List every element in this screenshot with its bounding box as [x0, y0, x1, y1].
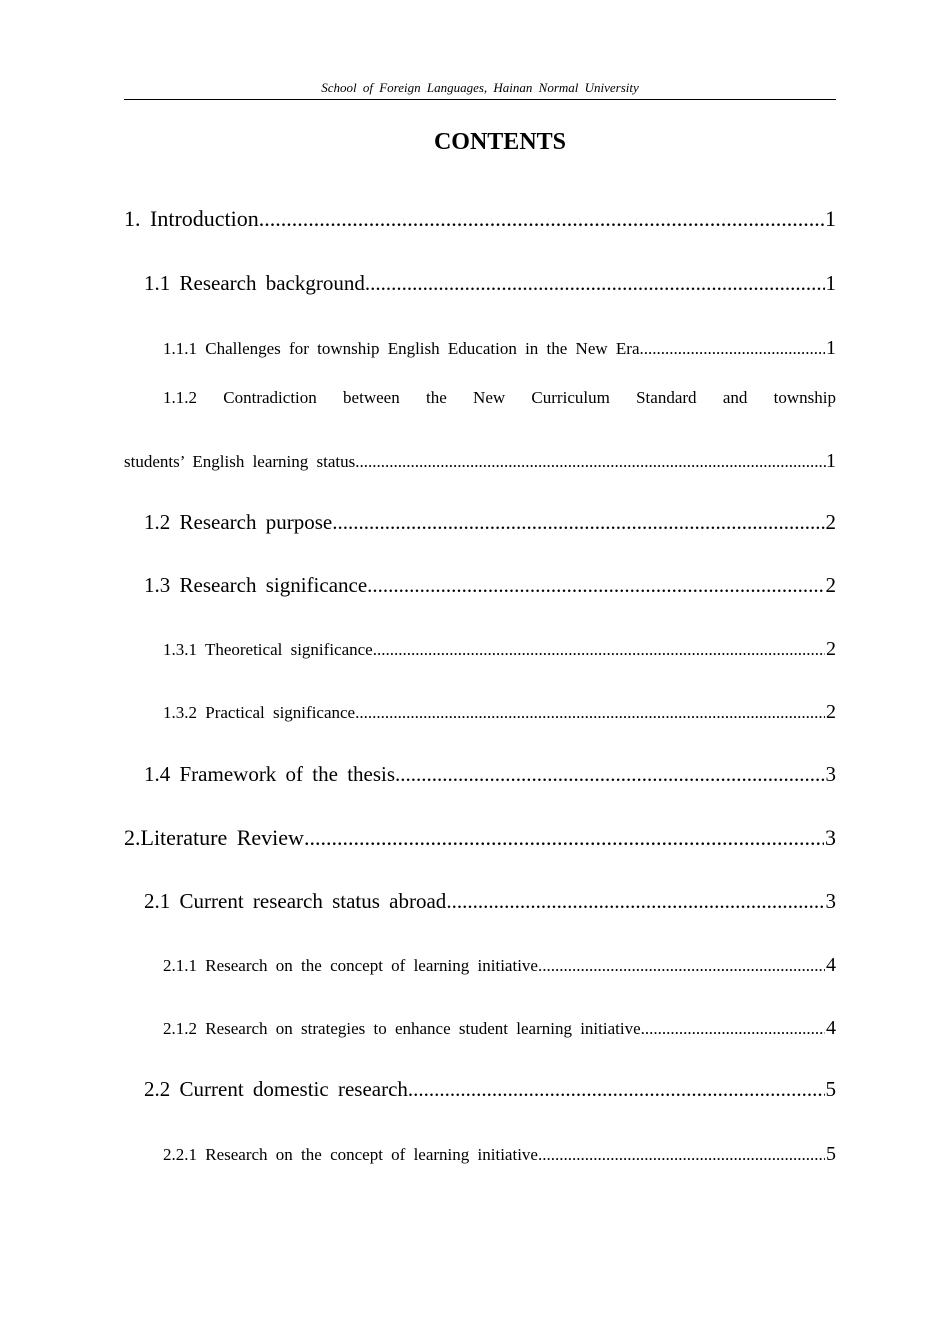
dot-leader: [355, 703, 825, 723]
toc-entry-label: 2.Literature Review: [124, 825, 304, 850]
toc-entry-label: 2.1.1 Research on the concept of learning initiative: [163, 956, 538, 975]
toc-entry-theoretical-significance[interactable]: [124, 638, 836, 661]
dot-leader: [304, 825, 824, 851]
dot-leader: [373, 640, 825, 660]
toc-entry-concept-abroad[interactable]: [124, 954, 836, 977]
toc-page-number: 2: [825, 573, 836, 597]
dot-leader: [538, 1145, 825, 1165]
dot-leader: [395, 762, 824, 787]
toc-entry-literature-review[interactable]: [124, 825, 836, 851]
toc-entry-challenges[interactable]: [124, 337, 836, 360]
toc-page-number: 3: [825, 889, 836, 913]
dot-leader: [641, 1019, 825, 1039]
toc-page-number: 2: [826, 638, 836, 660]
toc-entry-label: 1.3.2 Practical significance: [163, 703, 356, 722]
toc-entry-label: 1.4 Framework of the thesis: [144, 762, 396, 786]
toc-entry-label: 1.3 Research significance: [144, 573, 368, 597]
toc-entry-introduction[interactable]: [124, 206, 836, 232]
toc-entry-contradiction-line1[interactable]: 1.1.2 Contradiction between the New Curriculum Standard and township: [163, 388, 836, 407]
toc-entry-practical-significance[interactable]: [124, 701, 836, 724]
toc-entry-framework[interactable]: [124, 762, 836, 787]
dot-leader: [365, 271, 825, 296]
toc-entry-label: 1.2 Research purpose: [144, 510, 333, 534]
toc-page-number: 5: [825, 1077, 836, 1101]
dot-leader: [640, 339, 826, 359]
toc-entry-research-purpose[interactable]: [124, 510, 836, 535]
toc-entry-contradiction-line2[interactable]: [124, 450, 836, 473]
dot-leader: [446, 889, 824, 914]
dot-leader: [259, 206, 824, 232]
toc-page-number: 1: [825, 271, 836, 295]
toc-page-number: 3: [825, 762, 836, 786]
toc-entry-label: 2.2.1 Research on the concept of learning initiative: [163, 1145, 538, 1164]
dot-leader: [332, 510, 824, 535]
page-title: CONTENTS: [433, 129, 567, 155]
toc-entry-label: 2.2 Current domestic research: [144, 1077, 408, 1101]
toc-page-number: 1: [826, 450, 836, 472]
toc-page-number: 3: [825, 825, 836, 850]
toc-page-number: 4: [826, 1017, 836, 1039]
dot-leader: [355, 452, 826, 472]
toc-page-number: 1: [825, 206, 836, 231]
header-rule: [124, 99, 836, 100]
dot-leader: [367, 573, 824, 598]
running-header: School of Foreign Languages, Hainan Normal University: [321, 80, 639, 95]
toc-page-number: 5: [826, 1143, 836, 1165]
toc-page-number: 2: [826, 701, 836, 723]
toc-entry-label: 2.1 Current research status abroad: [144, 889, 447, 913]
dot-leader: [408, 1077, 825, 1102]
toc-entry-label: 2.1.2 Research on strategies to enhance student learning initiative: [163, 1019, 641, 1038]
dot-leader: [538, 956, 825, 976]
toc-entry-research-significance[interactable]: [124, 573, 836, 598]
toc-entry-label: 1.1 Research background: [144, 271, 365, 295]
toc-entry-domestic-research[interactable]: [124, 1077, 836, 1102]
toc-entry-label: 1.1.1 Challenges for township English Education in the New Era: [163, 339, 640, 358]
toc-page-number: 2: [825, 510, 836, 534]
toc-entry-strategies[interactable]: [124, 1017, 836, 1040]
toc-entry-research-abroad[interactable]: [124, 889, 836, 914]
toc-page-number: 1: [826, 337, 836, 359]
toc-entry-research-background[interactable]: [124, 271, 836, 296]
toc-entry-concept-domestic[interactable]: [124, 1143, 836, 1166]
toc-entry-label: students’ English learning status: [124, 452, 356, 471]
toc-page-number: 4: [826, 954, 836, 976]
toc-entry-label: 1.3.1 Theoretical significance: [163, 640, 373, 659]
toc-entry-label: 1. Introduction: [124, 206, 259, 231]
